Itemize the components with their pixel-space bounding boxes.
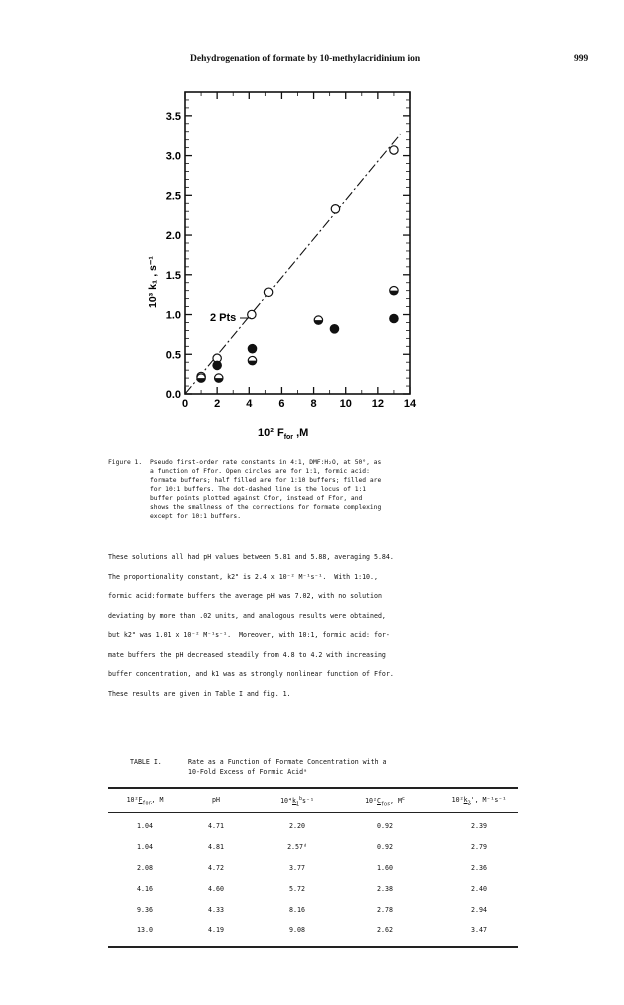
col-header-ffor-unit: , M [151, 796, 164, 804]
body-paragraph [108, 548, 518, 704]
table-title [188, 757, 387, 777]
x-axis-label [258, 427, 308, 441]
cell-cfor: 1.60 [377, 864, 393, 872]
col-header-k2-sub: 2 [467, 800, 471, 807]
col-header-cfor-main [376, 797, 390, 808]
cell-ffor: 1.04 [137, 843, 153, 851]
cell-ph: 4.19 [208, 926, 224, 934]
x-tick-label: 14 [403, 398, 417, 410]
cell-ffor: 2.08 [137, 864, 153, 872]
col-header-cfor-unit: , M [390, 797, 402, 806]
x-tick-label: 2 [214, 398, 221, 410]
col-header-k2-pre: 10² [451, 796, 464, 804]
cell-ph: 4.81 [208, 843, 224, 851]
running-title: Dehydrogenation of formate by 10-methylacridinium ion [190, 54, 421, 64]
col-header-k1-note: b [298, 796, 302, 802]
caption-label: Figure 1. [108, 459, 143, 466]
table-header-row [108, 796, 518, 808]
y-tick-label: 2.0 [165, 230, 181, 243]
col-header-k2-symbol: k [463, 796, 468, 804]
filled-circle-point [330, 325, 338, 333]
body-line: mate buffers the pH decreased steadily from 4.8 to 4.2 with increasing [108, 650, 386, 659]
table-title-line-2: 10-Fold Excess of Formic Acidᵃ [188, 768, 308, 776]
body-line: The proportionality constant, k2" is 2.4 x 10⁻² M⁻¹s⁻¹. With 1:10., [108, 572, 378, 581]
axis-ticks [185, 92, 410, 394]
open-circle-point [331, 205, 339, 213]
half-filled-circle-point [248, 356, 256, 364]
x-tick-label: 0 [181, 398, 189, 410]
body-line: These solutions all had pH values between 5.81 and 5.88, averaging 5.84. [108, 553, 394, 561]
cell-k2: 3.47 [471, 926, 487, 934]
table-top-rule [108, 787, 518, 789]
x-tick-label: 4 [246, 398, 253, 410]
table-header-rule [108, 812, 518, 813]
cell-k1: 5.72 [289, 885, 305, 893]
table-row [108, 906, 518, 918]
open-circle-point [264, 288, 272, 296]
col-header-ffor-pre: 10² [126, 796, 139, 804]
y-tick-label: 2.5 [165, 190, 181, 203]
col-header-cfor-note: c [401, 796, 405, 802]
table-row [108, 885, 518, 897]
cell-ph: 4.71 [208, 822, 224, 830]
body-line: These results are given in Table I and fig. 1. [108, 689, 291, 698]
col-header-k2 [442, 796, 516, 806]
half-filled-circle-point [314, 316, 322, 324]
body-line: formic acid:formate buffers the average pH was 7.02, with no solution [108, 592, 382, 600]
cell-cfor: 2.38 [377, 885, 393, 893]
y-tick-label: 3.0 [165, 150, 181, 163]
cell-ph: 4.33 [208, 906, 224, 914]
y-tick-label: 1.5 [165, 269, 181, 282]
cell-k1: 8.16 [289, 906, 305, 914]
col-header-cfor-symbol: C [376, 797, 381, 806]
cell-ph: 4.72 [208, 864, 224, 872]
cell-k1: 2.20 [289, 822, 305, 830]
filled-circle-point [390, 314, 398, 322]
cell-k1: 3.77 [289, 864, 305, 872]
col-header-k2-unit: ', M⁻¹s⁻¹ [470, 796, 507, 804]
running-header [0, 54, 624, 70]
cell-k1: 9.08 [289, 926, 305, 934]
cell-ffor: 1.04 [137, 822, 153, 830]
table-title-line-1: Rate as a Function of Formate Concentration with a [188, 758, 387, 766]
col-header-cfor-sub: for [380, 801, 390, 808]
table-row [108, 926, 518, 938]
col-header-ph: pH [212, 796, 220, 804]
cell-cfor: 2.62 [377, 926, 393, 934]
col-header-ffor-sub: for [142, 800, 152, 807]
y-tick-label: 3.5 [165, 110, 181, 123]
body-line: buffer concentration, and k1 was as strongly nonlinear function of Ffor. [108, 670, 394, 678]
col-header-ffor [108, 796, 182, 806]
cell-k2: 2.39 [471, 822, 487, 830]
page-number: 999 [574, 54, 589, 64]
y-tick-label: 0.0 [165, 389, 181, 401]
half-filled-circle-point [390, 286, 398, 294]
body-line: but k2" was 1.01 x 10⁻² M⁻¹s⁻¹. Moreover, with 10:1, formic acid: for- [108, 631, 390, 639]
cell-ffor: 13.0 [137, 926, 153, 934]
cell-k2: 2.94 [471, 906, 487, 914]
y-tick-labels [166, 111, 181, 401]
table-bottom-rule [108, 946, 518, 948]
cell-k2: 2.79 [471, 843, 487, 851]
open-circle-point [390, 146, 398, 154]
figure-1-chart [140, 78, 440, 444]
x-axis-label-sub: for [283, 434, 294, 441]
caption-text: Pseudo first-order rate constants in 4:1, DMF:H₂O, at 50°, as a function of Ffor. Open circles are for 1:1, formic acid: formate buffers; half filled are for 1:10 buffers; filled are for 10:1 buffers. The dot-dashed line is the locus of 1:1 buffer points plotted against Cfor, instead of Ffor, and shows the smallness of the corrections for formate complexing except for 10:1 buffers. [150, 459, 382, 520]
table-row [108, 822, 518, 834]
data-points [197, 146, 398, 382]
x-axis-label-unit: ,M [293, 427, 309, 439]
cell-k1: 2.57ᵈ [287, 843, 307, 851]
x-axis-label-main: 10² F [258, 427, 284, 439]
col-header-k1-pre: 10⁴ [280, 797, 292, 806]
y-tick-label: 0.5 [165, 349, 181, 362]
col-header-k1-unit: s⁻¹ [302, 797, 314, 806]
cell-cfor: 0.92 [377, 822, 393, 830]
half-filled-circle-point [197, 374, 205, 382]
cell-cfor: 2.78 [377, 906, 393, 914]
x-tick-label: 12 [371, 398, 384, 410]
cell-k2: 2.40 [471, 885, 487, 893]
half-filled-circle-point [215, 374, 223, 382]
col-header-k2-main [463, 796, 471, 807]
table-row [108, 864, 518, 876]
table-label: TABLE I. [130, 758, 162, 766]
col-header-k1 [260, 796, 334, 808]
y-tick-label: 1.0 [165, 309, 181, 322]
x-tick-label: 6 [278, 398, 285, 410]
y-axis-label: 10³ k₁ , s⁻¹ [147, 256, 159, 308]
col-header-cfor-pre: 10² [365, 797, 377, 806]
x-tick-label: 10 [339, 398, 352, 410]
cell-ffor: 9.36 [137, 906, 153, 914]
cell-ph: 4.60 [208, 885, 224, 893]
table-row [108, 843, 518, 855]
col-header-ffor-main [138, 796, 152, 807]
body-line: deviating by more than .02 units, and analogous results were obtained, [108, 611, 386, 620]
col-header-cfor [348, 796, 422, 808]
open-circle-point [248, 310, 256, 318]
cell-k2: 2.36 [471, 864, 487, 872]
x-tick-labels [182, 398, 417, 410]
filled-circle-point [213, 361, 221, 369]
cell-ffor: 4.16 [137, 885, 153, 893]
plot-frame [185, 92, 410, 394]
col-header-k1-symbol: k [291, 797, 296, 806]
x-tick-label: 8 [310, 398, 317, 410]
filled-circle-point [248, 345, 256, 353]
col-header-ffor-symbol: F [138, 796, 143, 804]
col-header-k1-sub: 1 [295, 801, 299, 808]
annotation-2-pts: 2 Pts [210, 312, 237, 324]
cell-cfor: 0.92 [377, 843, 393, 851]
col-header-k1-main [291, 797, 299, 808]
